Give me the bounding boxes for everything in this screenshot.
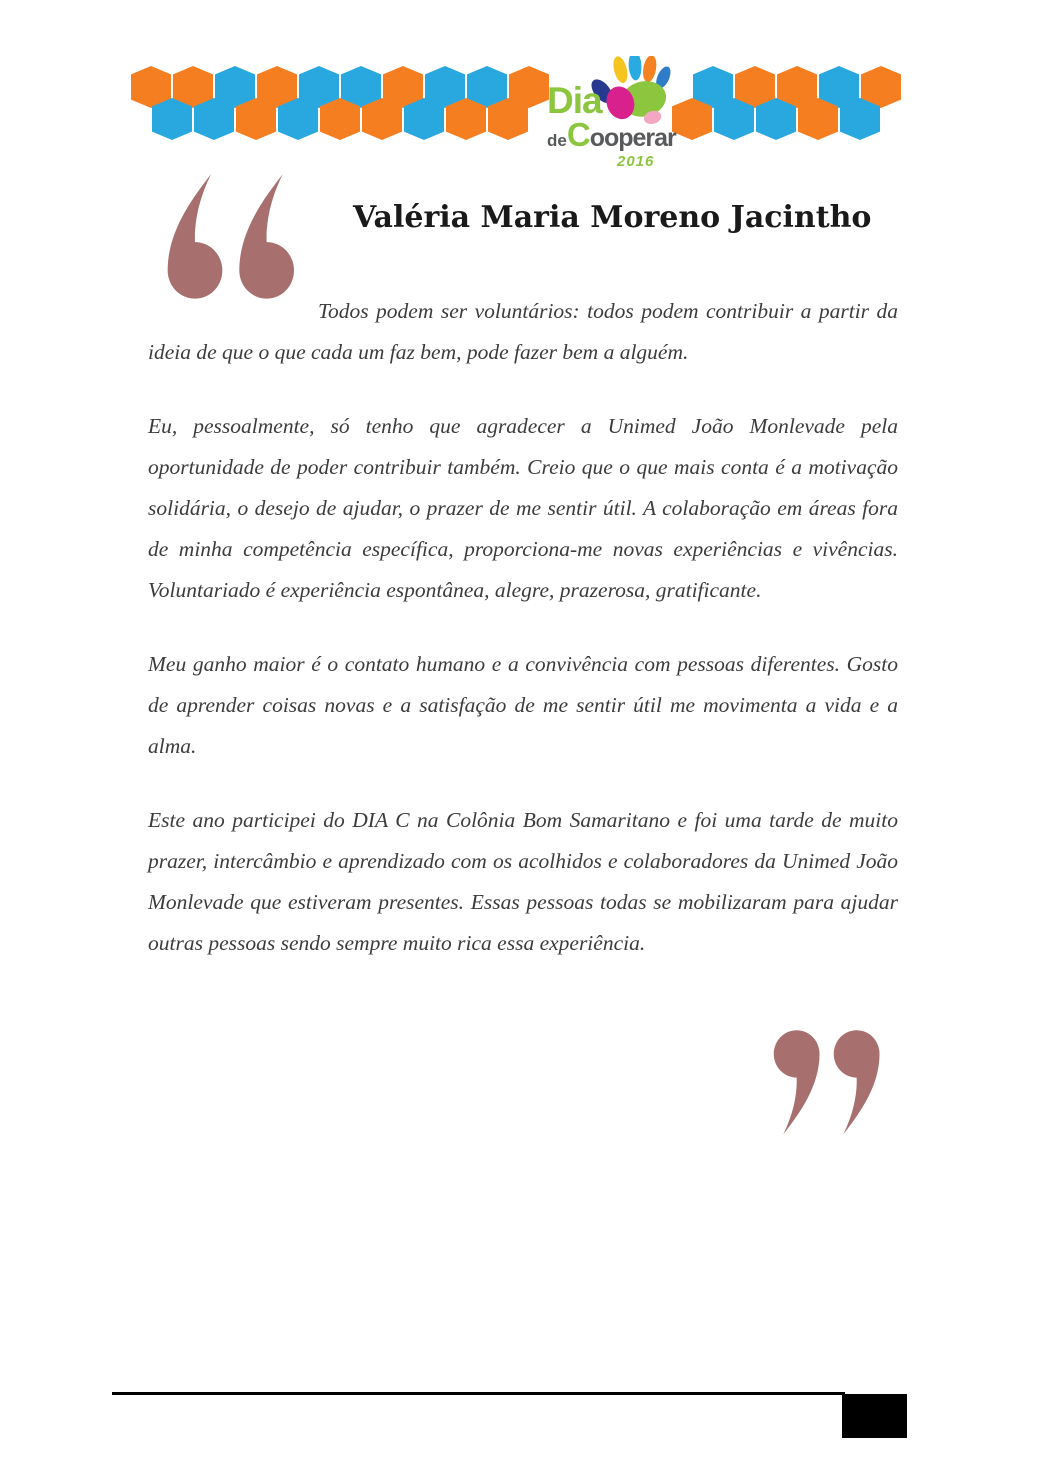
quote-paragraph: Meu ganho maior é o contato humano e a convivência com pessoas diferentes. Gosto de aprender coisas novas e a satisfação de me sentir útil me movimenta a vida e a alma. <box>148 652 898 758</box>
logo-text-c: C <box>566 116 590 153</box>
hexagon-tile <box>152 98 192 140</box>
hexagon-tile <box>194 98 234 140</box>
page-title: Valéria Maria Moreno Jacintho <box>353 200 872 235</box>
quote-body <box>148 291 898 997</box>
hexagon-tile <box>488 98 528 140</box>
logo-text-ooperar: ooperar <box>589 124 676 152</box>
closing-quote-icon <box>763 1016 895 1136</box>
hexagon-tile <box>236 98 276 140</box>
hexagon-tile <box>404 98 444 140</box>
logo-text-dia: Dia <box>547 80 602 121</box>
dia-de-cooperar-logo <box>545 60 690 175</box>
hexagon-tile <box>798 98 838 140</box>
footer-page-number-box <box>842 1394 907 1438</box>
hexagon-tile <box>840 98 880 140</box>
hexagon-tile <box>446 98 486 140</box>
logo-text-year: 2016 <box>617 153 655 170</box>
hexagon-tile <box>714 98 754 140</box>
logo-text-decooperar <box>547 116 676 154</box>
hexagon-tile <box>320 98 360 140</box>
hexagon-band <box>0 0 1040 160</box>
hexagon-tile <box>756 98 796 140</box>
quote-paragraph: Este ano participei do DIA C na Colônia Bom Samaritano e foi uma tarde de muito prazer, intercâmbio e aprendizado com os acolhidos e colaboradores da Unimed João Monlevade que estiveram presentes. Essas pessoas todas se mobilizaram para ajudar outras pessoas sendo sempre muito rica essa experiência. <box>148 808 898 955</box>
footer-rule <box>112 1392 845 1395</box>
hexagon-tile <box>278 98 318 140</box>
quote-paragraph: Eu, pessoalmente, só tenho que agradecer a Unimed João Monlevade pela oportunidade de poder contribuir também. Creio que o que mais conta é a motivação solidária, o desejo de ajudar, o prazer de me sentir útil. A colaboração em áreas fora de minha competência específica, proporciona-me novas experiências e vivências. Voluntariado é experiência espontânea, alegre, prazerosa, gratificante. <box>148 414 898 602</box>
logo-text-de: de <box>547 131 567 150</box>
quote-paragraph: Todos podem ser voluntários: todos podem contribuir a partir da ideia de que o que cada um faz bem, pode fazer bem a alguém. <box>148 299 898 364</box>
hexagon-tile <box>362 98 402 140</box>
